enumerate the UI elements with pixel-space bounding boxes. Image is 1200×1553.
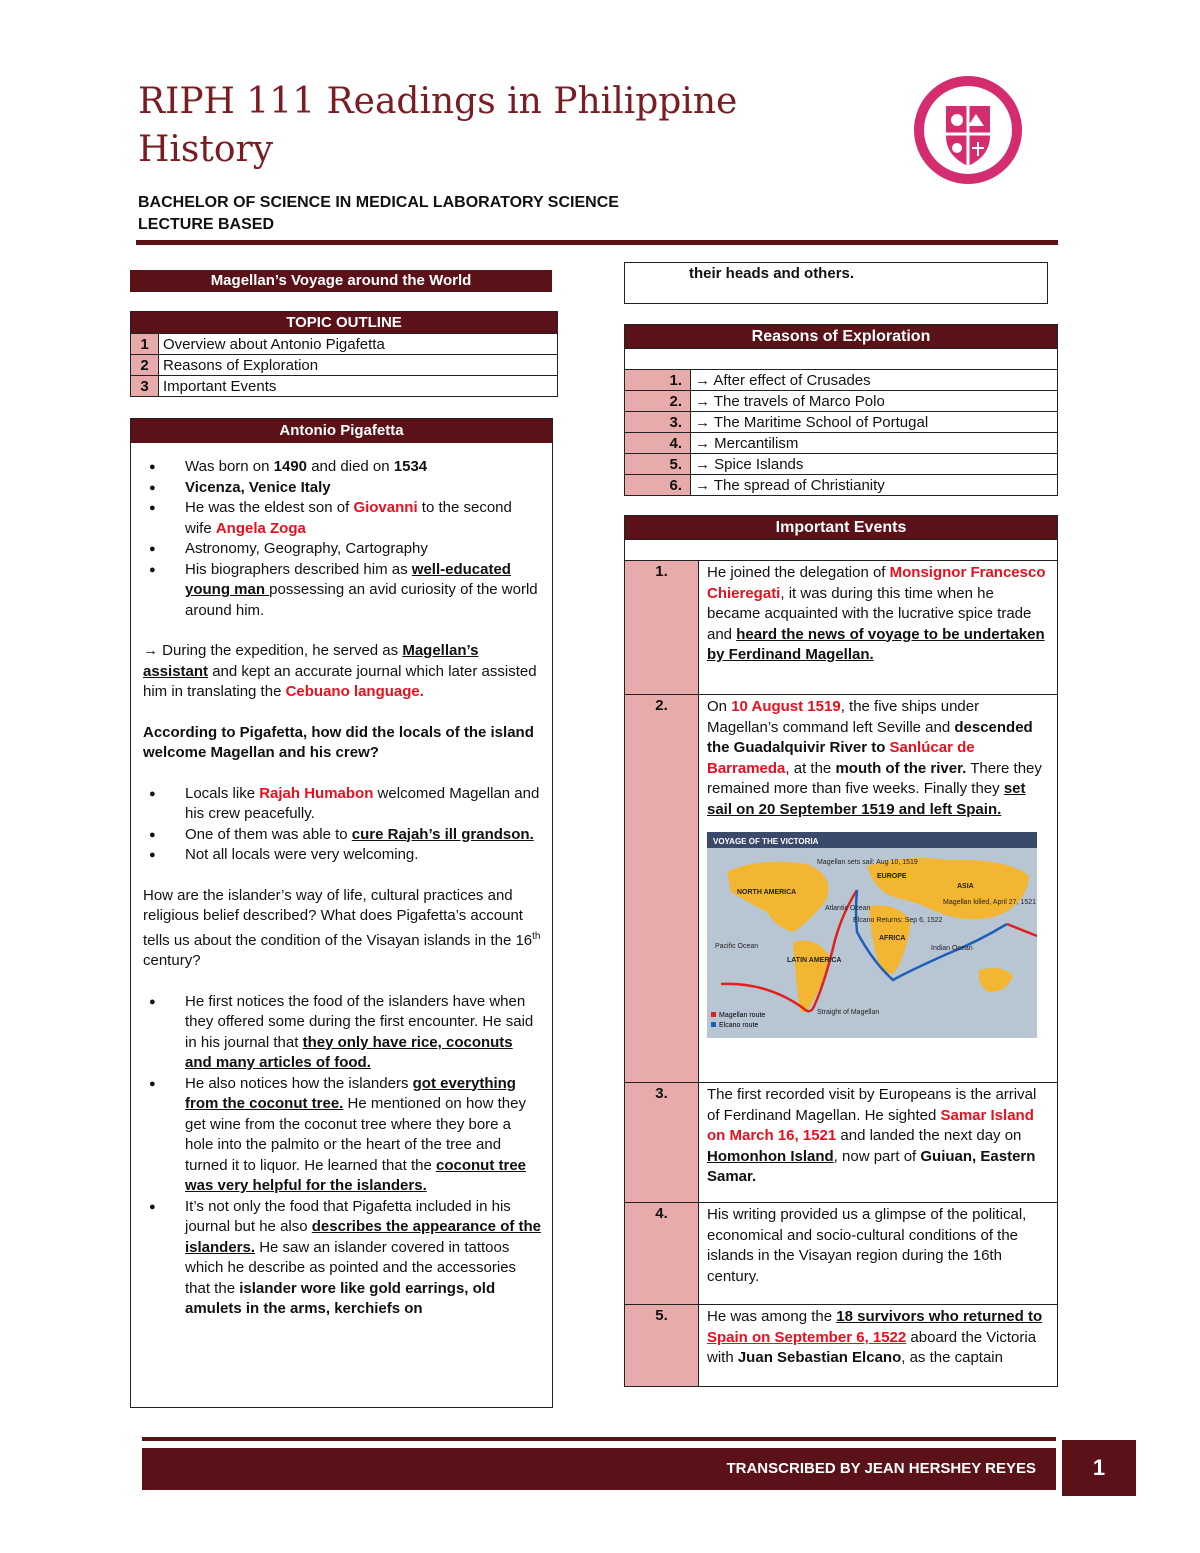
row-number: 4. xyxy=(625,1203,699,1305)
topic-outline-header: TOPIC OUTLINE xyxy=(131,312,558,334)
list-item: ● Vicenza, Venice Italy xyxy=(143,478,542,499)
table-row xyxy=(625,1083,1058,1203)
pigafetta-header: Antonio Pigafetta xyxy=(131,419,552,443)
continuation-box xyxy=(624,262,1048,304)
map-label: Indian Ocean xyxy=(931,945,973,952)
footer-bar xyxy=(142,1448,1056,1490)
legend-label: Elcano route xyxy=(719,1022,759,1029)
topic-outline-table xyxy=(130,311,558,397)
empty-row xyxy=(625,540,1058,561)
paragraph: → During the expedition, he served as Magellan’s assistant and kept an accurate journal which later assisted him in translating the Cebuano language. xyxy=(143,642,537,700)
reason-item: → The spread of Christianity xyxy=(691,475,1058,496)
table-row xyxy=(625,454,1058,475)
reasons-header: Reasons of Exploration xyxy=(625,325,1058,349)
list-item: ● His biographers described him as well-educated young man possessing an avid curiosity of the world around him. xyxy=(143,560,542,622)
map-label: AFRICA xyxy=(879,935,906,942)
outline-item: Overview about Antonio Pigafetta xyxy=(159,334,558,355)
event-text: He joined the delegation of Monsignor Francesco Chieregati, it was during this time when he became acquainted with the lucrative spice trade and heard the news of voyage to be undertaken by Ferdinand Magellan. xyxy=(699,561,1058,695)
table-row xyxy=(131,376,558,397)
question: According to Pigafetta, how did the locals of the island welcome Magellan and his crew? xyxy=(143,723,534,761)
table-row xyxy=(131,334,558,355)
reason-item: → Spice Islands xyxy=(691,454,1058,475)
section-title-bar: Magellan’s Voyage around the World xyxy=(130,270,552,292)
table-row xyxy=(625,1203,1058,1305)
lecture-type: LECTURE BASED xyxy=(138,216,275,233)
map-label: Pacific Ocean xyxy=(715,943,759,950)
row-number: 1 xyxy=(131,334,159,355)
pigafetta-section xyxy=(130,418,553,1408)
event-text: His writing provided us a glimpse of the political, economical and socio-cultural conditions of the islands in the Visayan region during the 16th century. xyxy=(699,1203,1058,1305)
map-label: Magellan killed, April 27, 1521 xyxy=(943,899,1037,906)
row-number: 4. xyxy=(625,433,691,454)
reason-item: → The Maritime School of Portugal xyxy=(691,412,1058,433)
outline-item: Important Events xyxy=(159,376,558,397)
continuation-text: their heads and others. xyxy=(689,265,855,282)
question: How are the islander’s way of life, cultural practices and religious belief described? What does Pigafetta’s account tells us about the condition of the Visayan islands in the 16th century? xyxy=(143,886,541,969)
list-item: ● He also notices how the islanders got everything from the coconut tree. He mentioned on how they get wine from the coconut tree where they bore a hole into the palmito or the heart of the tree and turned it to liquor. He learned that the coconut tree was very helpful for the islanders. xyxy=(143,1074,542,1197)
row-number: 2 xyxy=(131,355,159,376)
outline-item: Reasons of Exploration xyxy=(159,355,558,376)
table-row xyxy=(625,695,1058,1083)
document-title: RIPH 111 Readings in Philippine History xyxy=(138,81,738,170)
list-item: ● He was the eldest son of Giovanni to the second wife Angela Zoga xyxy=(143,498,542,539)
table-row xyxy=(625,370,1058,391)
row-number: 1. xyxy=(625,561,699,695)
islanders-list xyxy=(143,992,542,1320)
list-item: ● Was born on 1490 and died on 1534 xyxy=(143,457,542,478)
row-number: 2. xyxy=(625,695,699,1083)
row-number: 6. xyxy=(625,475,691,496)
table-row xyxy=(625,412,1058,433)
table-row xyxy=(625,391,1058,412)
map-label: Straight of Magellan xyxy=(817,1009,880,1016)
empty-row xyxy=(625,349,1058,370)
map-title: VOYAGE OF THE VICTORIA xyxy=(713,837,819,846)
legend-label: Magellan route xyxy=(719,1012,766,1019)
voyage-map-image xyxy=(707,832,1037,1038)
events-header: Important Events xyxy=(625,516,1058,540)
important-events-table xyxy=(624,515,1058,1387)
map-label: Atlantic Ocean xyxy=(825,905,871,912)
table-row xyxy=(131,355,558,376)
reason-item: → Mercantilism xyxy=(691,433,1058,454)
header-divider xyxy=(136,240,1058,245)
table-row xyxy=(625,433,1058,454)
list-item: ● Astronomy, Geography, Cartography xyxy=(143,539,542,560)
bio-list xyxy=(143,457,542,621)
table-row xyxy=(625,475,1058,496)
map-label: Magellan sets sail: Aug 10, 1519 xyxy=(817,859,918,866)
map-label: Elcano Returns: Sep 6, 1522 xyxy=(853,917,943,924)
transcriber-credit: TRANSCRIBED BY JEAN HERSHEY REYES xyxy=(726,1460,1036,1477)
list-item: ● One of them was able to cure Rajah’s ill grandson. xyxy=(143,825,542,846)
reasons-table xyxy=(624,324,1058,496)
legend-swatch-elcano xyxy=(711,1022,716,1027)
map-label: LATIN AMERICA xyxy=(787,957,842,964)
map-label: EUROPE xyxy=(877,873,907,880)
footer-divider xyxy=(142,1437,1056,1441)
university-seal-logo xyxy=(912,74,1024,186)
row-number: 3. xyxy=(625,1083,699,1203)
table-row xyxy=(625,1305,1058,1387)
table-row xyxy=(625,561,1058,695)
event-text: The first recorded visit by Europeans is the arrival of Ferdinand Magellan. He sighted Samar Island on March 16, 1521 and landed the next day on Homonhon Island, now part of Guiuan, Eastern Samar. xyxy=(699,1083,1058,1203)
event-text: On 10 August 1519, the five ships under Magellan’s command left Seville and descended the Guadalquivir River to Sanlúcar de Barrameda, at the mouth of the river. There they remained more than five weeks. Finally they set sail on 20 September 1519 and left Spain. VOYAGE OF THE VICTORIA Magellan sets sail: Aug 10, 1519 EUROPE ASIA NORTH AMERICA Atlantic Ocean Magellan killed, April 27, 1521 Elcano Returns: Sep 6, 1522 AFRICA Pacific Ocean LATIN AMERICA Indian Ocean Straight of Magellan Magellan route Elcano route xyxy=(699,695,1058,1083)
row-number: 2. xyxy=(625,391,691,412)
legend-swatch-magellan xyxy=(711,1012,716,1017)
list-item: ● Locals like Rajah Humabon welcomed Magellan and his crew peacefully. xyxy=(143,784,542,825)
event-text: He was among the 18 survivors who returned to Spain on September 6, 1522 aboard the Victoria with Juan Sebastian Elcano, as the captain xyxy=(699,1305,1058,1387)
row-number: 1. xyxy=(625,370,691,391)
program-name: BACHELOR OF SCIENCE IN MEDICAL LABORATORY SCIENCE xyxy=(138,194,619,211)
document-subtitle xyxy=(138,192,619,236)
list-item: ● It’s not only the food that Pigafetta included in his journal but he also describes the appearance of the islanders. He saw an islander covered in tattoos which he describe as pointed and the accessories that the islander wore like gold earrings, old amulets in the arms, kerchiefs on xyxy=(143,1197,542,1320)
row-number: 5. xyxy=(625,1305,699,1387)
map-label: NORTH AMERICA xyxy=(737,889,797,896)
pigafetta-body xyxy=(131,443,552,1320)
reason-item: → After effect of Crusades xyxy=(691,370,1058,391)
page-number: 1 xyxy=(1062,1440,1136,1496)
row-number: 3. xyxy=(625,412,691,433)
map-label: ASIA xyxy=(957,883,974,890)
reason-item: → The travels of Marco Polo xyxy=(691,391,1058,412)
list-item: ● Not all locals were very welcoming. xyxy=(143,845,542,866)
row-number: 3 xyxy=(131,376,159,397)
list-item: ● He first notices the food of the islanders have when they offered some during the first encounter. He said in his journal that they only have rice, coconuts and many articles of food. xyxy=(143,992,542,1074)
welcome-list xyxy=(143,784,542,866)
row-number: 5. xyxy=(625,454,691,475)
